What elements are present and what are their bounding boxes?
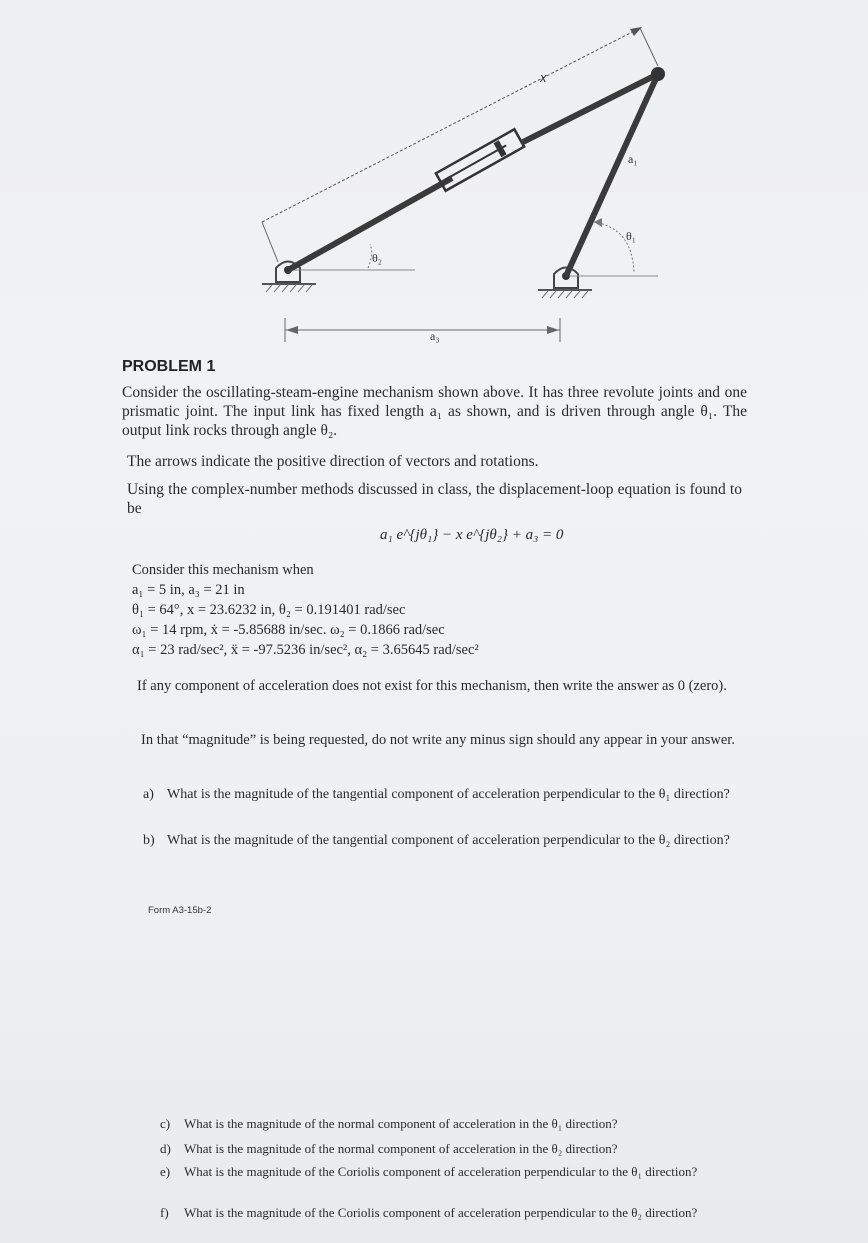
question-text: What is the magnitude of the Coriolis component of acceleration perpendicular to the θ₂ direction? [184,1205,698,1220]
zero-note: If any component of acceleration does not exist for this mechanism, then write the answer as 0 (zero). [137,678,727,694]
label-a3: a₃ [430,329,440,343]
given-values [132,560,479,660]
given-line: α₁ = 23 rad/sec², ẍ = -97.5236 in/sec², α₂ = 3.65645 rad/sec² [132,642,479,658]
question-d [160,1141,720,1157]
given-line: θ₁ = 64°, x = 23.6232 in, θ₂ = 0.191401 rad/sec [132,602,406,618]
question-text: What is the magnitude of the Coriolis component of acceleration perpendicular to the θ₁ direction? [184,1164,698,1179]
problem-heading: PROBLEM 1 [122,358,216,375]
label-theta2: θ₂ [372,251,382,265]
question-text: What is the magnitude of the normal component of acceleration in the θ₂ direction? [184,1141,618,1156]
question-label: d) [160,1141,171,1156]
displacement-loop-equation: a₁ e^{jθ₁} − x e^{jθ₂} + a₃ = 0 [380,527,564,543]
question-text: What is the magnitude of the tangential component of acceleration perpendicular to the θ₂ direction? [167,833,730,848]
question-label: b) [143,833,155,848]
question-text: What is the magnitude of the tangential component of acceleration perpendicular to the θ₁ direction? [167,787,730,802]
x-dimension-line [262,28,640,222]
arrows-note: The arrows indicate the positive direction of vectors and rotations. [127,453,539,470]
question-b [143,832,733,849]
given-line: ω₁ = 14 rpm, ẋ = -5.85688 in/sec. ω₂ = 0.1866 rad/sec [132,622,445,638]
x-extension-left [262,222,278,262]
question-f [160,1205,720,1221]
output-link-rod [288,178,452,270]
question-label: f) [160,1205,169,1220]
label-theta1: θ₁ [626,229,636,243]
label-x: x [540,70,547,85]
question-e [160,1164,720,1180]
mechanism-figure [240,0,670,350]
question-c [160,1116,720,1132]
question-label: a) [143,787,154,802]
problem-intro: Consider the oscillating-steam-engine mechanism shown above. It has three revolute joints and one prismatic joint. The input link has fixed length a₁ as shown, and is driven through angle θ₁. The output link rocks through angle θ₂. [122,384,747,439]
question-text: What is the magnitude of the normal component of acceleration in the θ₁ direction? [184,1116,618,1131]
given-line: a₁ = 5 in, a₃ = 21 in [132,582,245,598]
given-title: Consider this mechanism when [132,562,314,578]
x-arrowhead [630,27,642,36]
question-label: c) [160,1116,171,1131]
question-label: e) [160,1164,171,1179]
method-note: Using the complex-number methods discussed in class, the displacement-loop equation is found to be [127,481,742,517]
magnitude-note: In that “magnitude” is being requested, do not write any minus sign should any appear in your answer. [141,732,735,748]
form-id: Form A3-15b-2 [148,905,212,916]
label-a1: a₁ [628,152,638,166]
x-extension-right [640,28,658,66]
question-a [143,786,733,803]
input-link-a1 [566,74,658,276]
crank-pin [651,67,665,81]
